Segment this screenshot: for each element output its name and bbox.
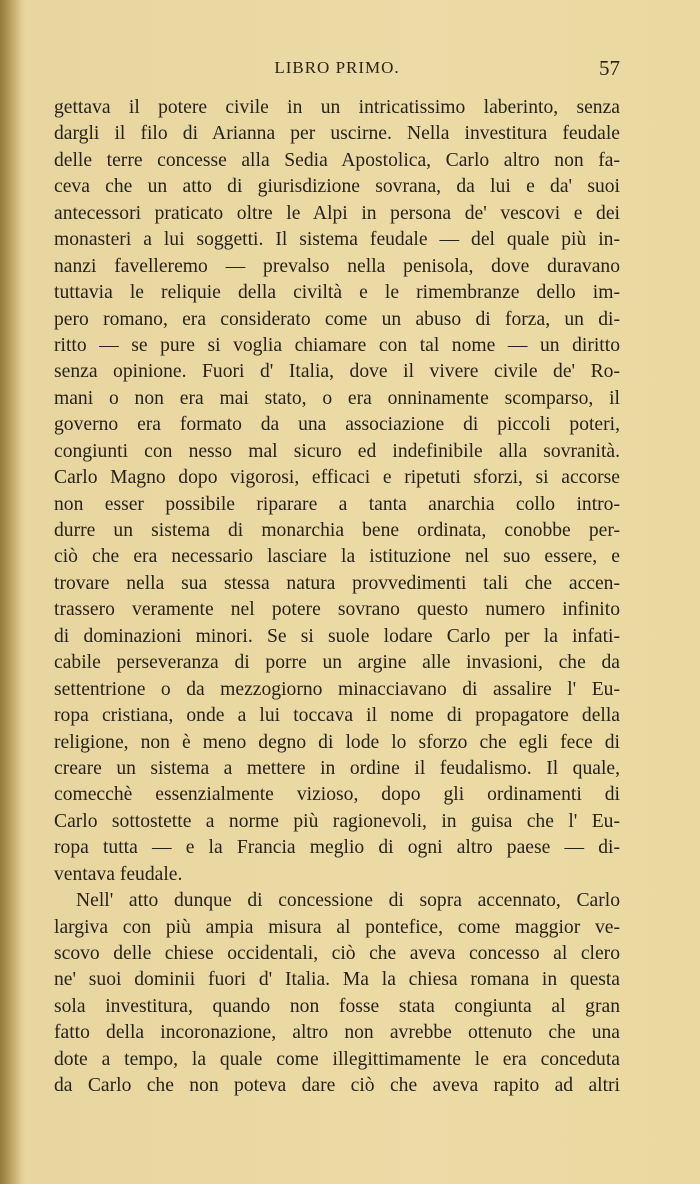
text-line: settentrione o da mezzogiorno minacciavano di assalire l' Eu- [54, 678, 620, 700]
text-line: creare un sistema a mettere in ordine il feudalismo. Il quale, [54, 757, 620, 779]
text-line: ceva che un atto di giurisdizione sovrana, da lui e da' suoi [54, 176, 620, 198]
text-line: mani o non era mai stato, o era onninamente scomparso, il [54, 387, 620, 409]
spine-shadow [0, 0, 22, 1184]
text-line: ne' suoi dominii fuori d' Italia. Ma la chiesa romana in questa [54, 969, 620, 991]
text-line: antecessori praticato oltre le Alpi in persona de' vescovi e dei [54, 202, 620, 224]
text-line: gettava il potere civile in un intricatissimo laberinto, senza [54, 97, 620, 118]
text-line: ropa tutta — e la Francia meglio di ogni altro paese — di- [54, 837, 620, 859]
text-line: Nell' atto dunque di concessione di sopra accennato, Carlo [76, 890, 620, 912]
text-line: religione, non è meno degno di lode lo sforzo che egli fece di [54, 731, 620, 753]
text-line: comecchè essenzialmente vizioso, dopo gli ordinamenti di [54, 784, 620, 806]
text-line: tuttavia le reliquie della civiltà e le rimembranze dello im- [54, 282, 620, 304]
text-line: fatto della incoronazione, altro non avrebbe ottenuto che una [54, 1022, 620, 1044]
text-line: pero romano, era considerato come un abuso di forza, un di- [54, 308, 620, 330]
text-line: ropa cristiana, onde a lui toccava il nome di propagatore della [54, 705, 620, 727]
text-line: ritto — se pure si voglia chiamare con tal nome — un diritto [54, 334, 620, 356]
text-line: da Carlo che non poteva dare ciò che aveva rapito ad altri [54, 1075, 620, 1097]
text-line: ventava feudale. [54, 863, 183, 885]
text-line: trassero veramente nel potere sovrano questo numero infinito [54, 599, 620, 621]
text-line: Carlo Magno dopo vigorosi, efficaci e ripetuti sforzi, si accorse [54, 467, 620, 489]
text-line: scovo delle chiese occidentali, ciò che aveva concesso al clero [54, 943, 620, 964]
body-text [54, 95, 620, 1100]
text-line: durre un sistema di monarchia bene ordinata, conobbe per- [54, 520, 620, 541]
text-line: non esser possibile riparare a tanta anarchia collo intro- [54, 493, 620, 515]
running-head: LIBRO PRIMO. [274, 58, 400, 77]
page-number: 57 [599, 56, 620, 80]
text-line: congiunti con nesso mal sicuro ed indefinibile alla sovranità. [54, 440, 620, 462]
text-line: trovare nella sua stessa natura provvedimenti tali che accen- [54, 572, 620, 594]
text-line: senza opinione. Fuori d' Italia, dove il vivere civile de' Ro- [54, 361, 620, 383]
text-line: monasteri a lui soggetti. Il sistema feudale — del quale più in- [54, 229, 620, 251]
text-line: largiva con più ampia misura al pontefice, come maggior ve- [54, 916, 620, 938]
text-line: cabile perseveranza di porre un argine alle invasioni, che da [54, 652, 620, 674]
text-line: ciò che era necessario lasciare la istituzione nel suo essere, e [54, 546, 620, 568]
text-line: dote a tempo, la quale come illegittimamente le era conceduta [54, 1048, 620, 1070]
text-line: di dominazioni minori. Se si suole lodare Carlo per la infati- [54, 625, 620, 647]
text-line: nanzi favelleremo — prevalso nella penisola, dove duravano [54, 255, 620, 277]
text-line: Carlo sottostette a norme più ragionevoli, in guisa che l' Eu- [54, 810, 620, 832]
text-line: governo era formato da una associazione di piccoli poteri, [54, 414, 620, 436]
page-header [54, 58, 620, 84]
text-line: sola investitura, quando non fosse stata congiunta al gran [54, 995, 620, 1017]
text-line: dargli il filo di Arianna per uscirne. Nella investitura feudale [54, 123, 620, 145]
text-line: delle terre concesse alla Sedia Apostolica, Carlo altro non fa- [54, 149, 620, 171]
